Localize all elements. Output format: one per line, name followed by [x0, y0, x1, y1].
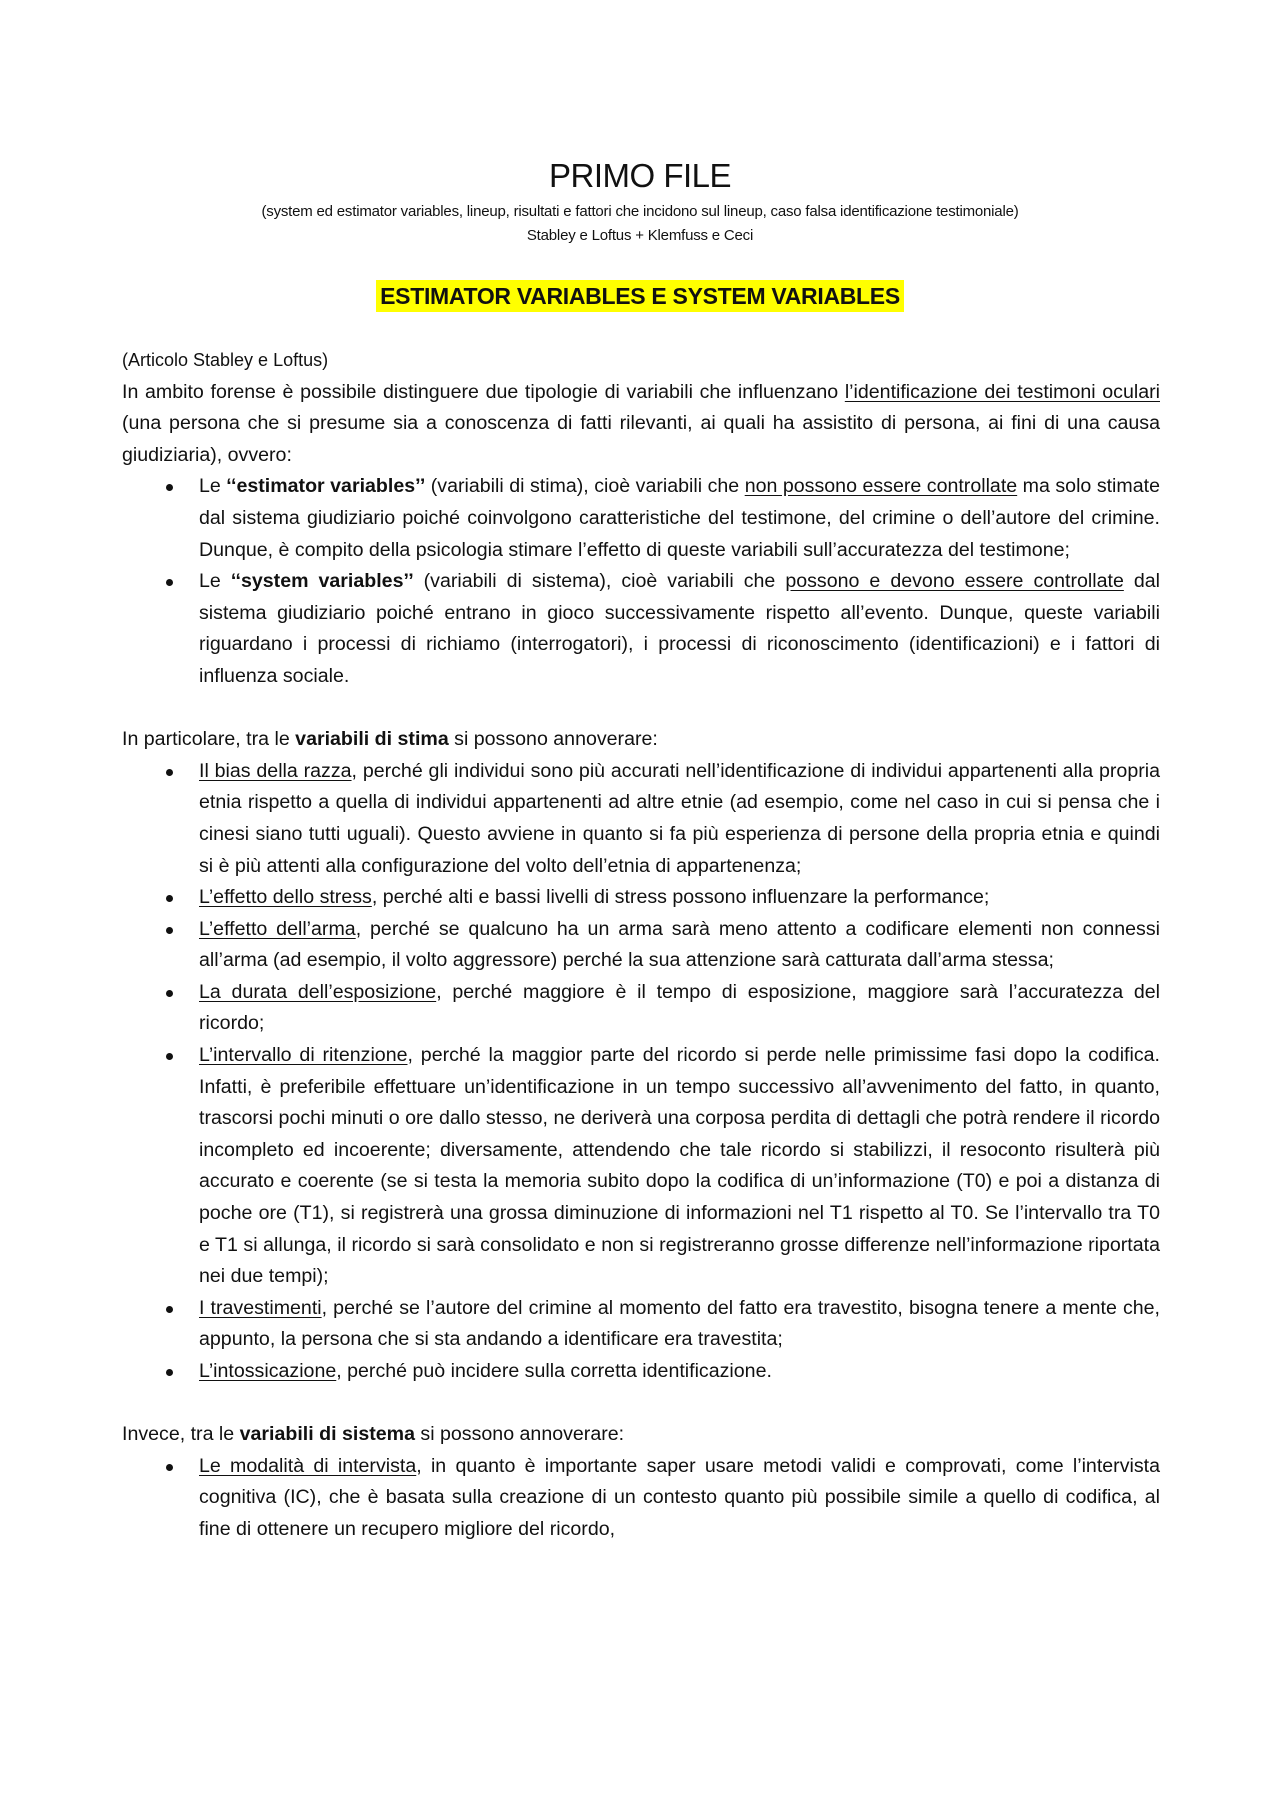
list-item	[122, 566, 1160, 692]
list-item	[122, 977, 1160, 1040]
underlined-text: non possono essere controllate	[744, 475, 1018, 498]
list-item	[122, 756, 1160, 882]
text-run: (una persona che si presume sia a conoscenza di fatti rilevanti, ai quali ha assistito di persona, ai fini di una causa giudiziaria), ovvero:	[122, 412, 1160, 466]
text-run: Le	[199, 475, 227, 498]
text-run: , perché la maggior parte del ricordo si perde nelle primissime fasi dopo la codifica. Infatti, è preferibile effettuare un’identificazione in un tempo successivo all’avvenimento del fatto, in quanto, trascorsi pochi minuti o ore dallo stesso, ne deriverà una corposa perdita di dettagli che potrà rendere il ricordo incompleto ed incoerente; diversamente, attendendo che tale ricordo si stabilizzi, il resoconto risulterà più accurato e coerente (se si testa la memoria subito dopo la codifica di un’informazione (T0) e poi a distanza di poche ore (T1), si registrerà una grossa diminuzione di informazioni nel T1 rispetto al T0. Se l’intervallo tra T0 e T1 si allunga, il ricordo si sarà consolidato e non si registreranno grosse differenze nell’informazione riportata nei due tempi);	[199, 1044, 1160, 1288]
paragraph	[122, 1419, 1160, 1451]
text-run: , perché gli individui sono più accurati nell’identificazione di individui appartenenti alla propria etnia rispetto a quella di individui appartenenti ad altre etnie (ad esempio, come nel caso in cui si pensa che i cinesi siano tutti uguali). Questo avviene in quanto si fa più esperienza di persone della propria etnia e quindi si è più attenti alla configurazione del volto dell’etnia di appartenenza;	[199, 759, 1160, 877]
text-run: In particolare, tra le	[122, 728, 296, 751]
text-run: , in quanto è importante saper usare metodi validi e comprovati, come l’intervista cognitiva (IC), che è basata sulla creazione di un contesto quanto più possibile simile a quello di codifica, al fine di ottenere un recupero migliore del ricordo,	[199, 1454, 1160, 1540]
bold-text: variabili di stima	[295, 728, 449, 751]
bullet-list	[122, 471, 1160, 692]
list-item	[122, 1293, 1160, 1356]
paragraph	[122, 345, 1160, 377]
text-run: , perché se qualcuno ha un arma sarà meno attento a codificare elementi non connessi all’arma (ad esempio, il volto aggressore) perché la sua attenzione sarà catturata dall’arma stessa;	[199, 917, 1160, 972]
text-run: si possono annoverare:	[448, 728, 658, 751]
document-title: PRIMO FILE	[548, 157, 732, 194]
underlined-text: L’effetto dell’arma	[199, 917, 356, 940]
text-run: (variabili di sistema), cioè variabili che	[413, 570, 786, 593]
document-subtitle: (system ed estimator variables, lineup, risultati e fattori che incidono sul lineup, caso falsa identificazione testimoniale)	[261, 203, 1019, 220]
underlined-text: possono e devono essere controllate	[785, 570, 1124, 593]
list-item	[122, 1356, 1160, 1388]
paragraph	[122, 377, 1160, 472]
text-run: (variabili di stima), cioè variabili che	[425, 475, 745, 498]
text-run: si possono annoverare:	[414, 1423, 625, 1446]
underlined-text: L’effetto dello stress	[199, 886, 372, 909]
blank-line	[122, 693, 1160, 725]
text-run: dal sistema giudiziario poiché entrano in gioco successivamente rispetto all’evento. Dunque, queste variabili riguardano i processi di richiamo (interrogatori), i processi di riconoscimento (identificazioni) e i fattori di influenza sociale.	[199, 570, 1160, 687]
text-run: ma solo stimate dal sistema giudiziario poiché coinvolgono caratteristiche del testimone, del crimine o dell’autore del crimine. Dunque, è compito della psicologia stimare l’effetto di queste variabili sull’accuratezza del testimone;	[199, 475, 1160, 561]
text-run: Le	[199, 570, 231, 593]
list-item	[122, 471, 1160, 566]
list-item	[122, 882, 1160, 914]
underlined-text: Le modalità di intervista	[199, 1454, 417, 1477]
underlined-text: Il bias della razza	[199, 759, 352, 782]
text-run: , perché se l’autore del crimine al momento del fatto era travestito, bisogna tenere a mente che, appunto, la persona che si sta andando a identificare era travestita;	[199, 1296, 1160, 1351]
underlined-text: l’identificazione dei testimoni oculari	[844, 380, 1160, 403]
document-authors: Stabley e Loftus + Klemfuss e Ceci	[526, 227, 754, 244]
text-run: , perché alti e bassi livelli di stress possono influenzare la performance;	[371, 886, 990, 909]
text-run: In ambito forense è possibile distinguere due tipologie di variabili che influenzano	[122, 380, 845, 403]
bold-text: variabili di sistema	[239, 1423, 415, 1446]
underlined-text: L’intervallo di ritenzione	[199, 1044, 408, 1067]
list-item	[122, 1451, 1160, 1546]
underlined-text: La durata dell’esposizione	[199, 980, 437, 1003]
text-run: Invece, tra le	[122, 1423, 240, 1446]
underlined-text: L’intossicazione	[199, 1360, 337, 1382]
text-run: (Articolo Stabley e Loftus)	[122, 350, 329, 370]
section-heading-text: ESTIMATOR VARIABLES E SYSTEM VARIABLES	[376, 280, 904, 312]
text-run: , perché può incidere sulla corretta identificazione.	[336, 1360, 772, 1382]
document-body	[122, 345, 1160, 1546]
underlined-text: I travestimenti	[199, 1296, 322, 1319]
list-item	[122, 1040, 1160, 1293]
blank-line	[122, 1388, 1160, 1420]
list-item	[122, 914, 1160, 977]
bold-text: ‘‘estimator variables’’	[226, 475, 426, 498]
bold-text: ‘‘system variables’’	[230, 570, 414, 593]
section-heading	[0, 283, 1280, 310]
bullet-list	[122, 756, 1160, 1388]
paragraph	[122, 724, 1160, 756]
bullet-list	[122, 1451, 1160, 1546]
text-run: , perché maggiore è il tempo di esposizione, maggiore sarà l’accuratezza del ricordo;	[199, 980, 1160, 1035]
